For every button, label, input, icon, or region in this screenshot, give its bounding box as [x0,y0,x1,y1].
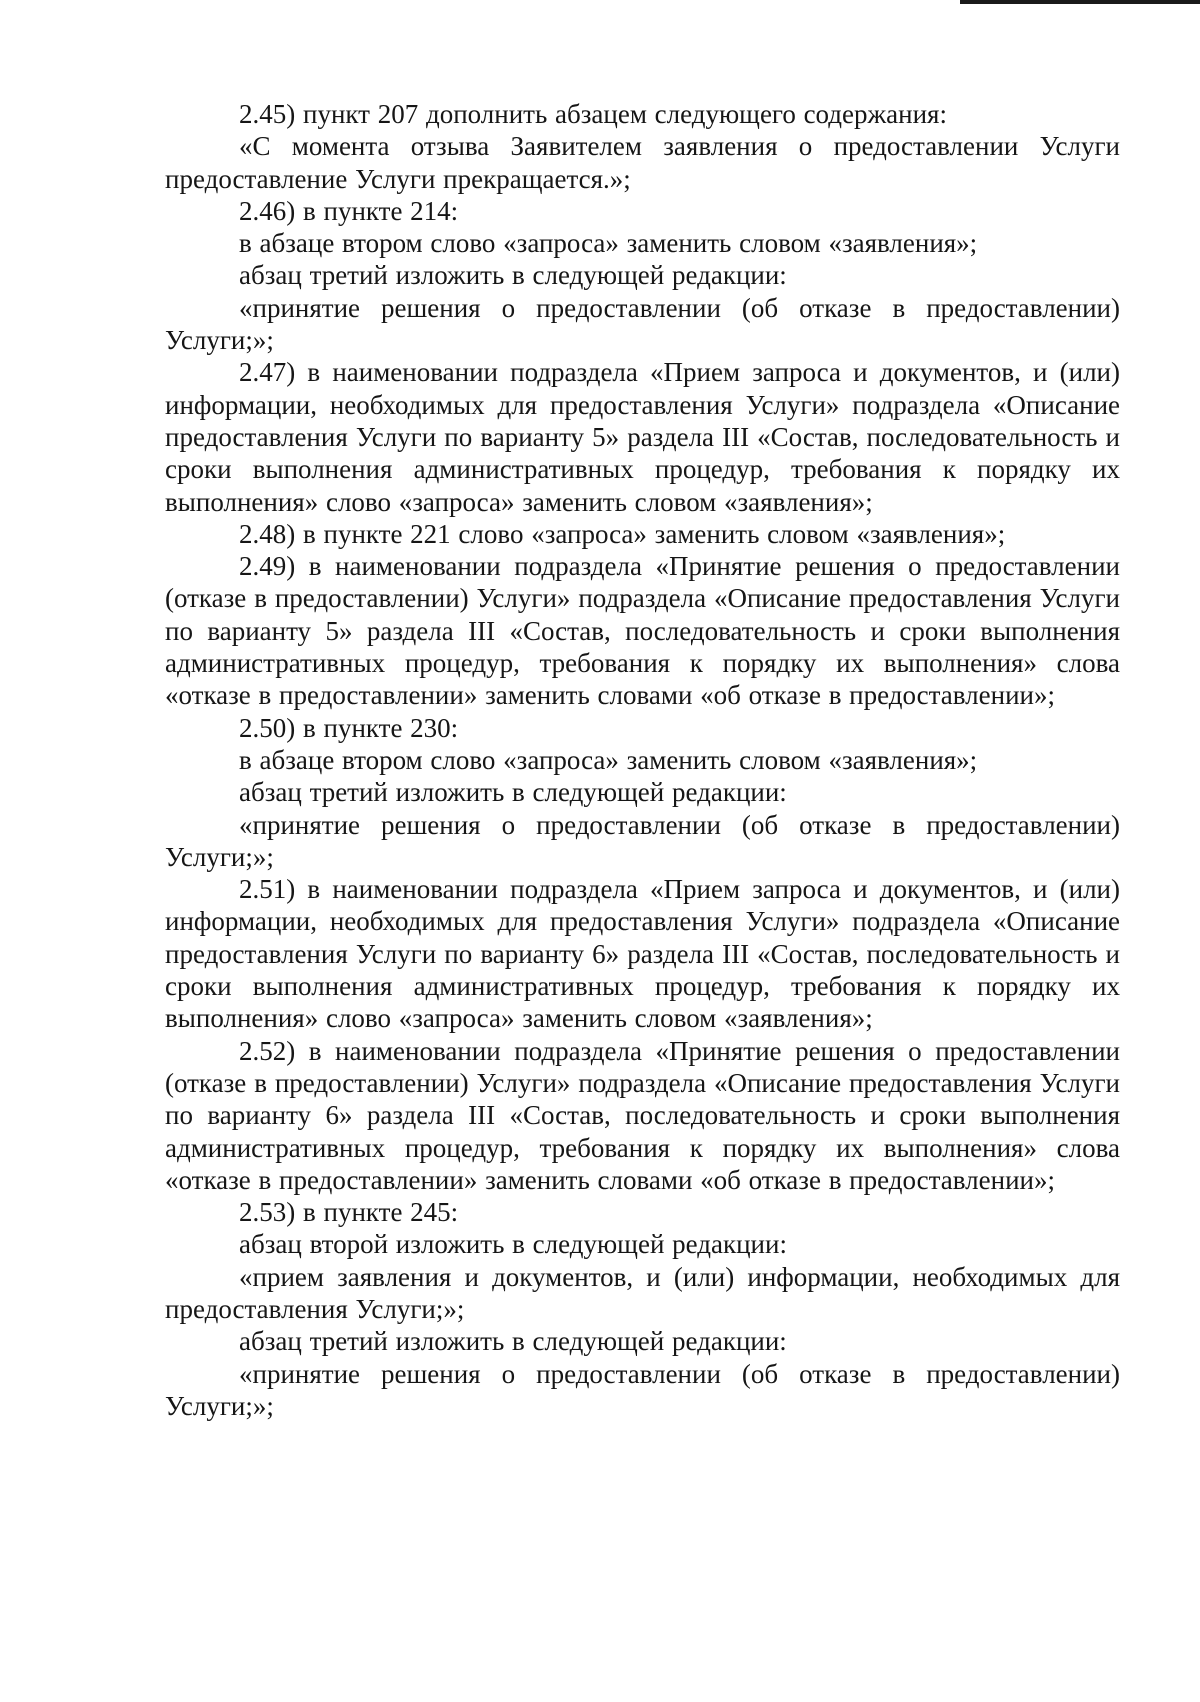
paragraph: «принятие решения о предоставлении (об отказе в предоставлении) Услуги;»; [165,809,1120,872]
paragraph: в абзаце втором слово «запроса» заменить словом «заявления»; [239,228,978,259]
paragraph: 2.53) в пункте 245: [239,1197,459,1228]
paragraph: «принятие решения о предоставлении (об отказе в предоставлении) Услуги;»; [165,1358,1120,1421]
paragraph: 2.50) в пункте 230: [239,712,459,743]
paragraph: «принятие решения о предоставлении (об отказе в предоставлении) Услуги;»; [165,292,1120,356]
paragraph: 2.48) в пункте 221 слово «запроса» заменить словом «заявления»; [239,518,1006,549]
paragraph: «С момента отзыва Заявителем заявления о предоставлении Услуги предоставление Услуги прекращается.»; [165,131,1120,194]
paragraph: 2.49) в наименовании подраздела «Принятие решения о предоставлении (отказе в предоставлении) Услуги» подраздела «Описание предоставления Услуги по варианту 5» раздела III «Состав, последовательность и сроки выполнения административных процедур, требования к порядку их выполнения» слова «отказе в предоставлении» заменить словами «об отказе в предоставлении»; [165,551,1120,711]
paragraph: абзац третий изложить в следующей редакции: [239,777,787,808]
paragraph: «прием заявления и документов, и (или) информации, необходимых для предоставления Услуги;»; [165,1261,1120,1324]
document-body [165,98,1120,1422]
paragraph: 2.51) в наименовании подраздела «Прием запроса и документов, и (или) информации, необходимых для предоставления Услуги» подраздела «Описание предоставления Услуги по варианту 6» раздела III «Состав, последовательность и сроки выполнения административных процедур, требования к порядку их выполнения» слово «запроса» заменить словом «заявления»; [165,874,1120,1034]
paragraph: 2.45) пункт 207 дополнить абзацем следующего содержания: [239,99,947,129]
paragraph: 2.46) в пункте 214: [239,195,459,226]
paragraph: 2.52) в наименовании подраздела «Принятие решения о предоставлении (отказе в предоставлении) Услуги» подраздела «Описание предоставления Услуги по варианту 6» раздела III «Состав, последовательность и сроки выполнения административных процедур, требования к порядку их выполнения» слова «отказе в предоставлении» заменить словами «об отказе в предоставлении»; [165,1035,1120,1195]
paragraph: 2.47) в наименовании подраздела «Прием запроса и документов, и (или) информации, необходимых для предоставления Услуги» подраздела «Описание предоставления Услуги по варианту 5» раздела III «Состав, последовательность и сроки выполнения административных процедур, требования к порядку их выполнения» слово «запроса» заменить словом «заявления»; [165,357,1120,517]
paragraph: абзац третий изложить в следующей редакции: [239,260,787,291]
paragraph: абзац второй изложить в следующей редакции: [239,1229,787,1260]
paragraph: абзац третий изложить в следующей редакции: [239,1326,787,1357]
paragraph: в абзаце втором слово «запроса» заменить словом «заявления»; [239,744,978,775]
scan-edge-mark [960,0,1200,4]
